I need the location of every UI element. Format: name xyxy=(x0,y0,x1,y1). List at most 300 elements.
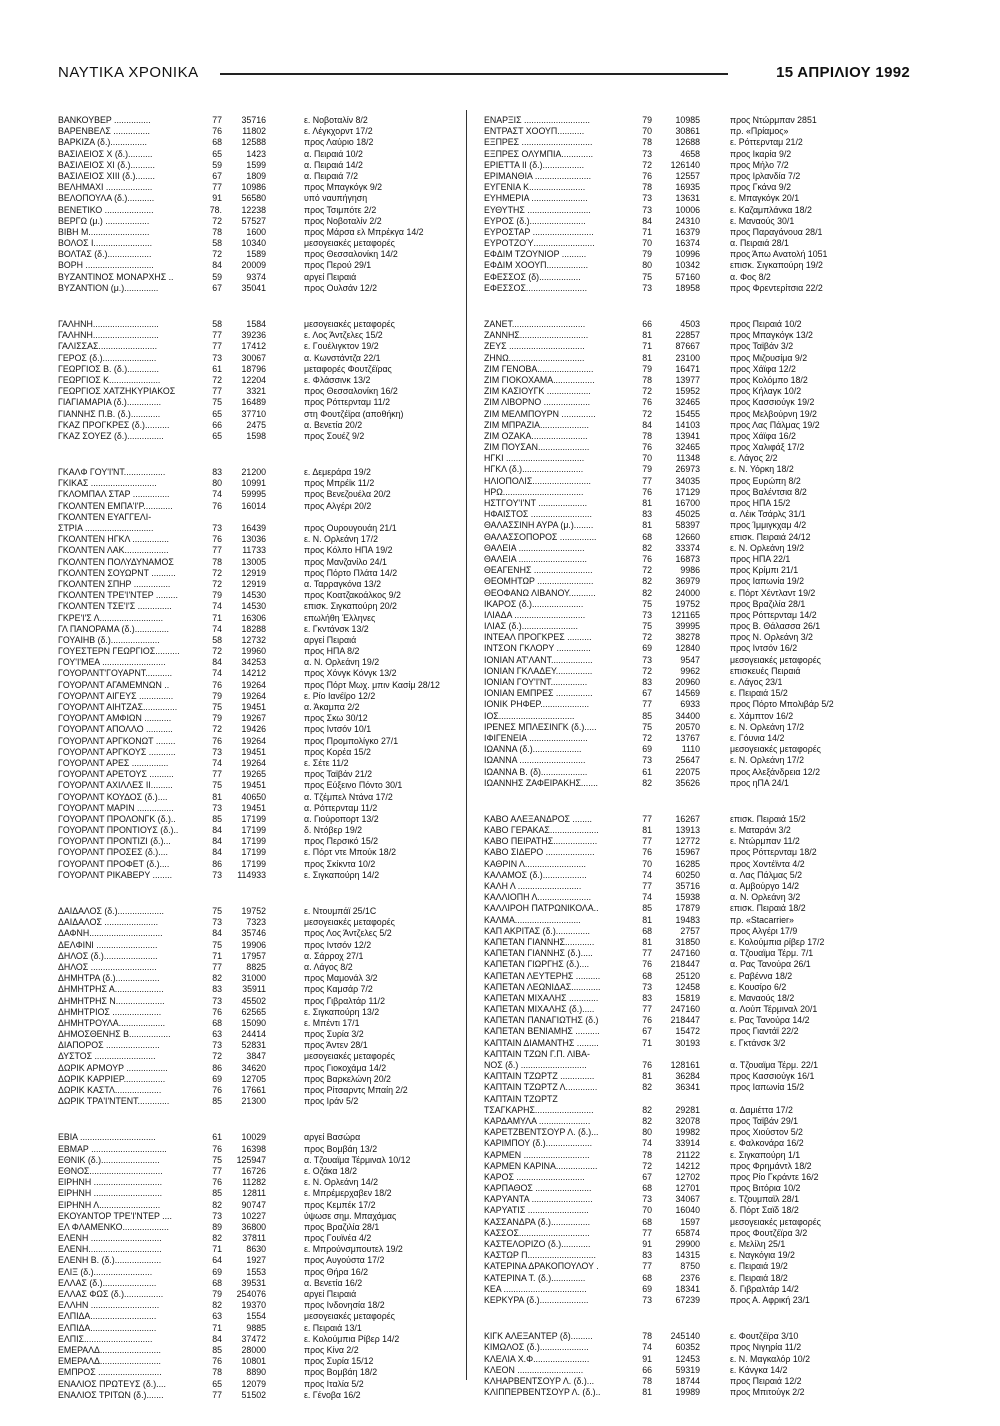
build-year: 76 xyxy=(642,959,652,970)
vessel-row xyxy=(58,780,458,791)
vessel-row xyxy=(484,431,904,442)
vessel-row xyxy=(484,722,904,733)
position: ε. Γένοβα 16/2 xyxy=(304,1389,361,1400)
position: προς Γιοκοχάμα 14/2 xyxy=(304,1062,387,1073)
build-year: 77 xyxy=(642,813,652,824)
vessel-row xyxy=(484,543,904,554)
tonnage: 14530 xyxy=(241,590,266,601)
position: α. Ρας Τανούρα 26/1 xyxy=(730,959,811,970)
position: προς Β. Θάλασσα 26/1 xyxy=(730,621,821,632)
vessel-name: ΓΟΥΟΡΛΝΤ ΑΡΓΚΟΥΣ ........... xyxy=(58,746,176,757)
vessel-name: ΙΩΑΝΝΑ Β. (δ)................... xyxy=(484,766,588,777)
build-year: 77 xyxy=(212,115,222,125)
position: προς Ιράν 5/2 xyxy=(304,1096,359,1107)
position: προς Ικαρία 9/2 xyxy=(730,148,792,159)
vessel-row xyxy=(58,149,458,160)
build-year: 75 xyxy=(642,621,652,632)
vessel-name: ΚΑΠΕΤΑΝ ΒΕΝΙΑΜΗΣ .......... xyxy=(484,1026,600,1037)
position: α. Πειραιά 28/1 xyxy=(730,238,789,249)
tonnage: 16935 xyxy=(675,182,700,193)
position: ε. Τζουμπαϊλ 28/1 xyxy=(730,1194,800,1205)
position: προς Βομβάη 18/2 xyxy=(304,1367,378,1378)
vessel-name: ΓΚΑΛΦ ΓΟΥ'Ι'ΝΤ................. xyxy=(58,467,166,478)
position: α. Λας Πάλμας 5/2 xyxy=(730,869,803,880)
position: ε. Φλάσσινκ 13/2 xyxy=(304,374,371,385)
build-year: 82 xyxy=(212,1199,222,1210)
vessel-name: ΓΟΥΟΡΛΝΤ ΑΓΑΜΕΜΝΩΝ .. xyxy=(58,679,170,690)
position: προς Κρίμπι 21/1 xyxy=(730,565,799,576)
position: προς Θεσσαλονίκη 14/2 xyxy=(304,249,398,260)
vessel-row xyxy=(484,272,904,283)
tonnage: 15952 xyxy=(675,386,700,397)
position: προς Φρημάντλ 18/2 xyxy=(730,1160,812,1171)
vessel-name: ΚΑΤΕΡΙΝΑ Τ. (δ.).............. xyxy=(484,1272,586,1283)
build-year: 91 xyxy=(642,1353,652,1364)
vessel-row xyxy=(58,1345,458,1356)
vessel-name: ΓΟΥΟΡΛΝΤ'ΓΟΥΑΡΝΤ........... xyxy=(58,668,173,679)
vessel-row xyxy=(484,520,904,531)
position: ε. Μπρέμερχαβεν 18/2 xyxy=(304,1188,392,1199)
build-year: 77 xyxy=(642,836,652,847)
vessel-row xyxy=(58,1132,458,1143)
build-year: 76 xyxy=(642,1060,652,1070)
tonnage: 15819 xyxy=(675,992,700,1003)
build-year: 86 xyxy=(212,1062,222,1073)
tonnage: 17199 xyxy=(241,825,266,836)
vessel-name: ΓΟΥΟΡΛΝΤ ΚΟΥΔΟΣ (δ.).... xyxy=(58,791,168,802)
build-year: 81 xyxy=(642,352,652,363)
build-year: 71 xyxy=(212,1244,222,1255)
vessel-name: ΕΡΙΕΤΤΑ ΙΙ (δ.)................. xyxy=(484,159,585,170)
vessel-row xyxy=(58,1177,458,1188)
position: προς Α. Αφρική 23/1 xyxy=(730,1294,810,1305)
vessel-row xyxy=(484,1354,904,1365)
vessel-row xyxy=(58,1367,458,1378)
tonnage: 245140 xyxy=(670,1331,700,1342)
vessel-row xyxy=(484,1217,904,1228)
build-year: 74 xyxy=(212,668,222,679)
build-year: 69 xyxy=(212,1073,222,1084)
tonnage: 19752 xyxy=(241,906,266,916)
vessel-name: ΕΜΠΡΟΣ .......................... xyxy=(58,1367,162,1378)
vessel-name: ΕΥΡΟΤΖΟΎ......................... xyxy=(484,238,595,249)
vessel-name: ΖΑΝΝΗΣ............................ xyxy=(484,330,589,341)
position: προς Λαύριο 18/2 xyxy=(304,137,374,148)
build-year: 83 xyxy=(642,677,652,687)
tonnage: 15090 xyxy=(241,1017,266,1028)
vessel-name: ΕΥΓΕΝΙΑ Κ....................... xyxy=(484,182,586,193)
tonnage: 17199 xyxy=(241,836,266,847)
tonnage: 58397 xyxy=(675,520,700,531)
tonnage: 32078 xyxy=(675,1115,700,1126)
vessel-row xyxy=(58,996,458,1007)
vessel-name: ΚΑΠΤΑΙΝ ΤΖΩΝ Γ.Π. ΛΙΒΑ- xyxy=(484,1048,590,1059)
build-year: 72 xyxy=(212,215,222,226)
position: α. Λέικ Τσάρλς 31/1 xyxy=(730,509,806,520)
tonnage: 20570 xyxy=(675,721,700,732)
vessel-name: ΚΑΛΗ Λ .......................... xyxy=(484,881,582,891)
vessel-row xyxy=(58,1244,458,1255)
vessel-name: ΙΟΝΙΑΝ ΕΜΠΡΕΣ ............... xyxy=(484,688,593,699)
build-year: 73 xyxy=(212,995,222,1006)
build-year: 71 xyxy=(212,950,222,961)
tonnage: 16489 xyxy=(241,397,266,408)
position: προς Ν. Ορλεάνη 3/2 xyxy=(730,632,813,643)
tonnage: 13631 xyxy=(675,193,700,204)
build-year: 78 xyxy=(642,430,652,441)
vessel-section xyxy=(58,319,458,442)
build-year: 72 xyxy=(642,665,652,676)
vessel-row xyxy=(484,1183,904,1194)
vessel-name: ΒΟΛΟΣ Ι........................ xyxy=(58,238,153,249)
vessel-name: ΕΛ ΦΛΑΜΕΝΚΟ................... xyxy=(58,1221,169,1232)
position: ε. Μπαγκόγκ 20/1 xyxy=(730,193,800,204)
build-year: 58 xyxy=(212,238,222,249)
vessel-row xyxy=(58,1300,458,1311)
vessel-name: ΓΙΑΝΝΗΣ Π.Β. (δ.)............ xyxy=(58,408,161,419)
position: προς Χάϊφα 12/2 xyxy=(730,363,796,374)
vessel-row xyxy=(484,532,904,543)
build-year: 67 xyxy=(212,282,222,293)
vessel-row xyxy=(58,769,458,780)
build-year: 66 xyxy=(642,319,652,329)
tonnage: 16439 xyxy=(241,523,266,533)
build-year: 82 xyxy=(212,973,222,984)
position: προς Κορέα 15/2 xyxy=(304,746,371,757)
build-year: 77 xyxy=(212,1165,222,1176)
vessel-name: ΕΥΡΟΣ (δ.)....................... xyxy=(484,215,586,226)
tonnage: 15967 xyxy=(675,847,700,858)
vessel-row xyxy=(58,568,458,579)
vessel-row xyxy=(484,825,904,836)
build-year: 83 xyxy=(212,467,222,478)
vessel-name: ΓΙΑΓΙΑΜΑΡΙΑ (δ.).............. xyxy=(58,397,162,408)
tonnage: 36979 xyxy=(675,576,700,587)
tonnage: 32465 xyxy=(675,397,700,408)
vessel-row xyxy=(484,442,904,453)
build-year: 75 xyxy=(212,1154,222,1165)
position: προς Πειραιά 10/2 xyxy=(730,319,802,329)
vessel-name: ΚΛΗΑΡΒΕΝΤΣΟΥΡ Λ. (δ.)... xyxy=(484,1375,595,1386)
tonnage: 12701 xyxy=(675,1183,700,1194)
vessel-name: ΒΕΡΓΩ (μ.) .................. xyxy=(58,215,150,226)
vessel-name: ΚΑΡΥΑΤΙΣ ......................... xyxy=(484,1205,589,1216)
vessel-row xyxy=(58,1074,458,1085)
build-year: 84 xyxy=(642,215,652,226)
build-year: 73 xyxy=(642,148,652,159)
vessel-row xyxy=(484,216,904,227)
tonnage: 19960 xyxy=(241,646,266,657)
position: α. Σάρροχ 27/1 xyxy=(304,950,364,961)
tonnage: 18958 xyxy=(675,282,700,293)
vessel-name: ΒΑΡΚΙΖΑ (δ.)............... xyxy=(58,137,147,148)
tonnage: 9374 xyxy=(246,271,266,282)
tonnage: 16374 xyxy=(675,238,700,249)
build-year: 74 xyxy=(212,489,222,500)
vessel-name: ΕΒΜΑΡ ............................... xyxy=(58,1143,167,1154)
vessel-row xyxy=(484,733,904,744)
vessel-name: ΔΗΜΗΤΡΟΥΛΑ................... xyxy=(58,1017,166,1028)
vessel-name: ΣΤΡΙΑ ............................ xyxy=(58,523,154,533)
position: προς Ρίτσαρντς Μπαίη 2/2 xyxy=(304,1085,408,1095)
vessel-name: ΕΜΕΡΑΛΔ......................... xyxy=(58,1356,161,1367)
left-column xyxy=(58,115,458,1426)
tonnage: 57160 xyxy=(675,271,700,282)
vessel-name: ΓΚΟΛΝΤΕΝ ΣΠΗΡ ............... xyxy=(58,578,171,589)
build-year: 69 xyxy=(642,1283,652,1294)
position: αργεί Πειραιά xyxy=(304,1289,357,1299)
vessel-row xyxy=(58,182,458,193)
vessel-name: ΗΡΩ................................. xyxy=(484,486,584,497)
position: α. Τζουαϊμα Τέρμ. 22/1 xyxy=(730,1060,819,1070)
vessel-row xyxy=(484,1239,904,1250)
position: ε. Λάγος 2/2 xyxy=(730,453,778,464)
position: α. Ν. Ορλεάνη 19/2 xyxy=(304,657,380,668)
build-year: 82 xyxy=(642,1104,652,1115)
vessel-row xyxy=(58,646,458,657)
vessel-name: ΙΛΙΑΣ (δ.)....................... xyxy=(484,621,578,632)
build-year: 76 xyxy=(642,397,652,408)
position: προς Αλγέρι 20/2 xyxy=(304,500,372,511)
vessel-row xyxy=(58,668,458,679)
position: προς Θεσσαλονίκη 16/2 xyxy=(304,386,398,397)
build-year: 61 xyxy=(212,363,222,374)
vessel-name: ΕΙΡΗΝΗ Λ......................... xyxy=(58,1199,161,1210)
tonnage: 35746 xyxy=(241,928,266,939)
tonnage: 8890 xyxy=(246,1367,266,1378)
tonnage: 65874 xyxy=(675,1227,700,1238)
position: α. Γιούροπορτ 13/2 xyxy=(304,813,379,824)
vessel-row xyxy=(58,1063,458,1074)
vessel-name: ΓΟΥΟΡΛΝΤ ΜΑΡΙΝ ............... xyxy=(58,802,174,813)
build-year: 81 xyxy=(642,498,652,508)
build-year: 72 xyxy=(212,724,222,735)
vessel-name: ΚΑΡΟΣ ............................ xyxy=(484,1171,585,1182)
tonnage: 16040 xyxy=(675,1205,700,1216)
vessel-name: ΚΑΒΟ ΓΕΡΑΚΑΣ.................... xyxy=(484,825,599,836)
position: προς Ρόττερνταμ 18/2 xyxy=(730,847,817,858)
tonnage: 21300 xyxy=(241,1096,266,1107)
build-year: 83 xyxy=(642,509,652,520)
position: ε. Γουέλιγκτον 19/2 xyxy=(304,341,379,352)
position: προς Μπαγκόγκ 13/2 xyxy=(730,330,813,341)
vessel-row xyxy=(58,534,458,545)
vessel-row xyxy=(484,1250,904,1261)
build-year: 82 xyxy=(212,1300,222,1311)
build-year: 77 xyxy=(212,182,222,193)
tonnage: 17199 xyxy=(241,858,266,869)
vessel-section xyxy=(58,467,458,881)
vessel-row xyxy=(58,238,458,249)
vessel-name: ΓΑΛΗΝΗ........................... xyxy=(58,330,159,341)
page-header xyxy=(58,62,910,86)
tonnage: 10227 xyxy=(241,1210,266,1221)
tonnage: 19264 xyxy=(241,690,266,701)
position: α. Ρόττερνταμ 11/2 xyxy=(304,802,378,813)
position: ε. Ρίο Ιανέϊρο 12/2 xyxy=(304,690,376,701)
vessel-name: ΓΚΟΛΝΤΕΝ ΗΓΚΛ ............... xyxy=(58,534,169,545)
vessel-row xyxy=(58,205,458,216)
build-year: 84 xyxy=(212,657,222,668)
position: προς Ιαπωνία 15/2 xyxy=(730,1082,804,1093)
position: προς Ουλσάν 12/2 xyxy=(304,282,378,293)
position: προς Χοντέϊντα 4/2 xyxy=(730,858,805,869)
build-year: 68 xyxy=(212,1017,222,1028)
build-year: 86 xyxy=(212,858,222,869)
tonnage: 24000 xyxy=(675,587,700,598)
build-year: 91 xyxy=(642,1239,652,1249)
build-year: 81 xyxy=(642,914,652,925)
vessel-name: ΙΟΣ............................... xyxy=(484,710,575,721)
position: προς Βομβάη 13/2 xyxy=(304,1143,378,1154)
position: ε. Νοβοταλίν 8/2 xyxy=(304,115,368,125)
build-year: 71 xyxy=(642,341,652,352)
position: προς Ίμμιγκχαμ 4/2 xyxy=(730,520,807,531)
position: προς Ιντσόν 16/2 xyxy=(730,643,798,654)
position: α. Φος 8/2 xyxy=(730,271,771,282)
tonnage: 56580 xyxy=(241,193,266,204)
vessel-name: ΙΟΝΙΚ ΡΗΦΕΡ.................... xyxy=(484,699,590,710)
vessel-name: ΚΑΡΠΑΘΟΣ ....................... xyxy=(484,1183,592,1194)
position: προς Πειραιά 12/2 xyxy=(730,1375,802,1386)
build-year: 81 xyxy=(642,936,652,947)
position: προς Κήλαγκ 10/2 xyxy=(730,386,802,397)
build-year: 79 xyxy=(642,115,652,125)
tonnage: 22075 xyxy=(675,766,700,777)
vessel-row xyxy=(58,1040,458,1051)
vessel-name: ΕΥΘΥΤΗΣ .......................... xyxy=(484,204,591,215)
build-year: 75 xyxy=(212,780,222,791)
tonnage: 6933 xyxy=(680,699,700,710)
tonnage: 12840 xyxy=(675,643,700,654)
position: α. Τζέμπελ Ντάνα 17/2 xyxy=(304,791,393,802)
build-year: 64 xyxy=(212,1255,222,1266)
tonnage: 10029 xyxy=(241,1132,266,1143)
tonnage: 10991 xyxy=(241,478,266,489)
build-year: 81 xyxy=(642,1071,652,1082)
tonnage: 37710 xyxy=(241,408,266,419)
vessel-row xyxy=(484,993,904,1004)
build-year: 77 xyxy=(212,961,222,972)
vessel-name: ΔΗΜΗΤΡΗΣ Α.................... xyxy=(58,984,164,995)
vessel-row xyxy=(58,1096,458,1107)
build-year: 65 xyxy=(212,148,222,159)
tonnage: 12688 xyxy=(675,137,700,148)
vessel-row xyxy=(484,193,904,204)
vessel-row xyxy=(58,283,458,294)
vessel-row xyxy=(484,971,904,982)
position: προς Αλγέρι 17/9 xyxy=(730,925,798,936)
position: προς Κόλπο ΗΠΑ 19/2 xyxy=(304,545,393,556)
tonnage: 12557 xyxy=(675,170,700,181)
position: ε. Καζαμπλάνκα 18/2 xyxy=(730,204,812,215)
vessel-row xyxy=(484,1094,904,1105)
vessel-name: ΓΕΡΟΣ (δ.)...................... xyxy=(58,352,157,363)
position: ε. Λος Άντζελες 15/2 xyxy=(304,330,383,341)
position: προς Περσικό 15/2 xyxy=(304,836,379,847)
vessel-row xyxy=(58,420,458,431)
build-year: 76 xyxy=(212,1006,222,1017)
position: α. Ταρραγκόνα 13/2 xyxy=(304,578,382,589)
position: ε. Μαναούς 30/1 xyxy=(730,215,795,226)
vessel-row xyxy=(58,1390,458,1401)
position: προς Ταϊβάν 21/2 xyxy=(304,769,373,780)
build-year: 76 xyxy=(212,500,222,511)
vessel-name: ΓΟΥΟΡΛΝΤ ΑΙΓΕΥΣ .............. xyxy=(58,690,174,701)
vessel-name: ΚΑΣΤΕΛΟΡΙΖΟ (δ.)............ xyxy=(484,1239,591,1249)
position: προς Ντώρμπαν 2851 xyxy=(730,115,817,125)
position: ε. Ρας Τανούρα 14/2 xyxy=(730,1015,810,1026)
build-year: 73 xyxy=(642,755,652,766)
tonnage: 67239 xyxy=(675,1294,700,1305)
position: προς Σκίκντα 10/2 xyxy=(304,858,376,869)
vessel-name: ΓΟΥΟΡΛΝΤ ΑΧΙΛΛΕΣ ΙΙ......... xyxy=(58,780,173,791)
vessel-row xyxy=(58,601,458,612)
build-year: 85 xyxy=(212,1344,222,1355)
position: ε. Ρόττερνταμ 21/2 xyxy=(730,137,803,148)
vessel-name: ΕΝΤΡΑΣΤ ΧΟΟΥΠ........... xyxy=(484,126,585,137)
vessel-name: ΚΙΓΚ ΑΛΕΞΑΝΤΕΡ (δ)......... xyxy=(484,1331,593,1342)
tonnage: 28000 xyxy=(241,1344,266,1355)
build-year: 80 xyxy=(212,478,222,489)
tonnage: 12204 xyxy=(241,374,266,385)
vessel-row xyxy=(58,386,458,397)
position: αργεί Βασώρα xyxy=(304,1132,361,1143)
position: επισκ. Πειραιά 15/2 xyxy=(730,813,806,824)
vessel-row xyxy=(484,565,904,576)
tonnage: 14315 xyxy=(675,1250,700,1261)
position: προς Βαλέντσια 8/2 xyxy=(730,486,807,497)
vessel-name: ΚΑΠΤΑΙΝ ΤΖΩΡΤΖ xyxy=(484,1093,558,1104)
build-year: 70 xyxy=(642,238,652,249)
vessel-name: ΚΕΑ .................................. xyxy=(484,1283,587,1294)
vessel-row xyxy=(484,249,904,260)
vessel-name: ΓΑΛΙΣΣΑΣ........................ xyxy=(58,341,158,352)
position: μεσογειακές μεταφορές xyxy=(730,1216,821,1227)
tonnage: 247160 xyxy=(670,948,700,959)
vessel-row xyxy=(484,1295,904,1306)
position: α. Πειραιά 10/2 xyxy=(304,148,363,159)
vessel-name: ΕΝΑΛΙΟΣ ΤΡΙΤΩΝ (δ.)....... xyxy=(58,1389,164,1400)
tonnage: 12238 xyxy=(241,204,266,215)
position: προς Βραζιλία 28/1 xyxy=(304,1221,380,1232)
position: ε. Μαναούς 18/2 xyxy=(730,992,795,1003)
vessel-name: ΖΙΜ ΛΙΒΟΡΝΟ ................... xyxy=(484,397,591,408)
vessel-name: ΗΦΑΙΣΤΟΣ ......................... xyxy=(484,509,592,520)
vessel-row xyxy=(484,588,904,599)
vessel-name: ΕΦΔΙΜ ΤΖΟΥΝΙΟΡ .......... xyxy=(484,249,587,260)
vessel-row xyxy=(58,1255,458,1266)
tonnage: 12458 xyxy=(675,981,700,992)
vessel-row xyxy=(484,341,904,352)
position: ε. Φουτζέϊρα 3/10 xyxy=(730,1331,799,1342)
build-year: 78 xyxy=(642,1149,652,1160)
build-year: 59 xyxy=(212,159,222,170)
build-year: 63 xyxy=(212,1029,222,1040)
vessel-name: ΙΩΑΝΝΑ (δ.).................... xyxy=(484,744,582,755)
vessel-name: ΙΩΑΝΝΗΣ ΖΑΦΕΙΡΑΚΗΣ....... xyxy=(484,777,598,788)
build-year: 76 xyxy=(212,735,222,746)
position: α. Κωνστάντζα 22/1 xyxy=(304,352,381,363)
build-year: 72 xyxy=(212,646,222,657)
tonnage: 35911 xyxy=(242,984,266,995)
position: προς ηΠΑ 24/1 xyxy=(730,777,789,788)
build-year: 68 xyxy=(642,1216,652,1227)
vessel-row xyxy=(58,319,458,330)
position: α. Αμβούργο 14/2 xyxy=(730,881,800,891)
tonnage: 29281 xyxy=(675,1104,700,1115)
build-year: 68 xyxy=(642,925,652,936)
